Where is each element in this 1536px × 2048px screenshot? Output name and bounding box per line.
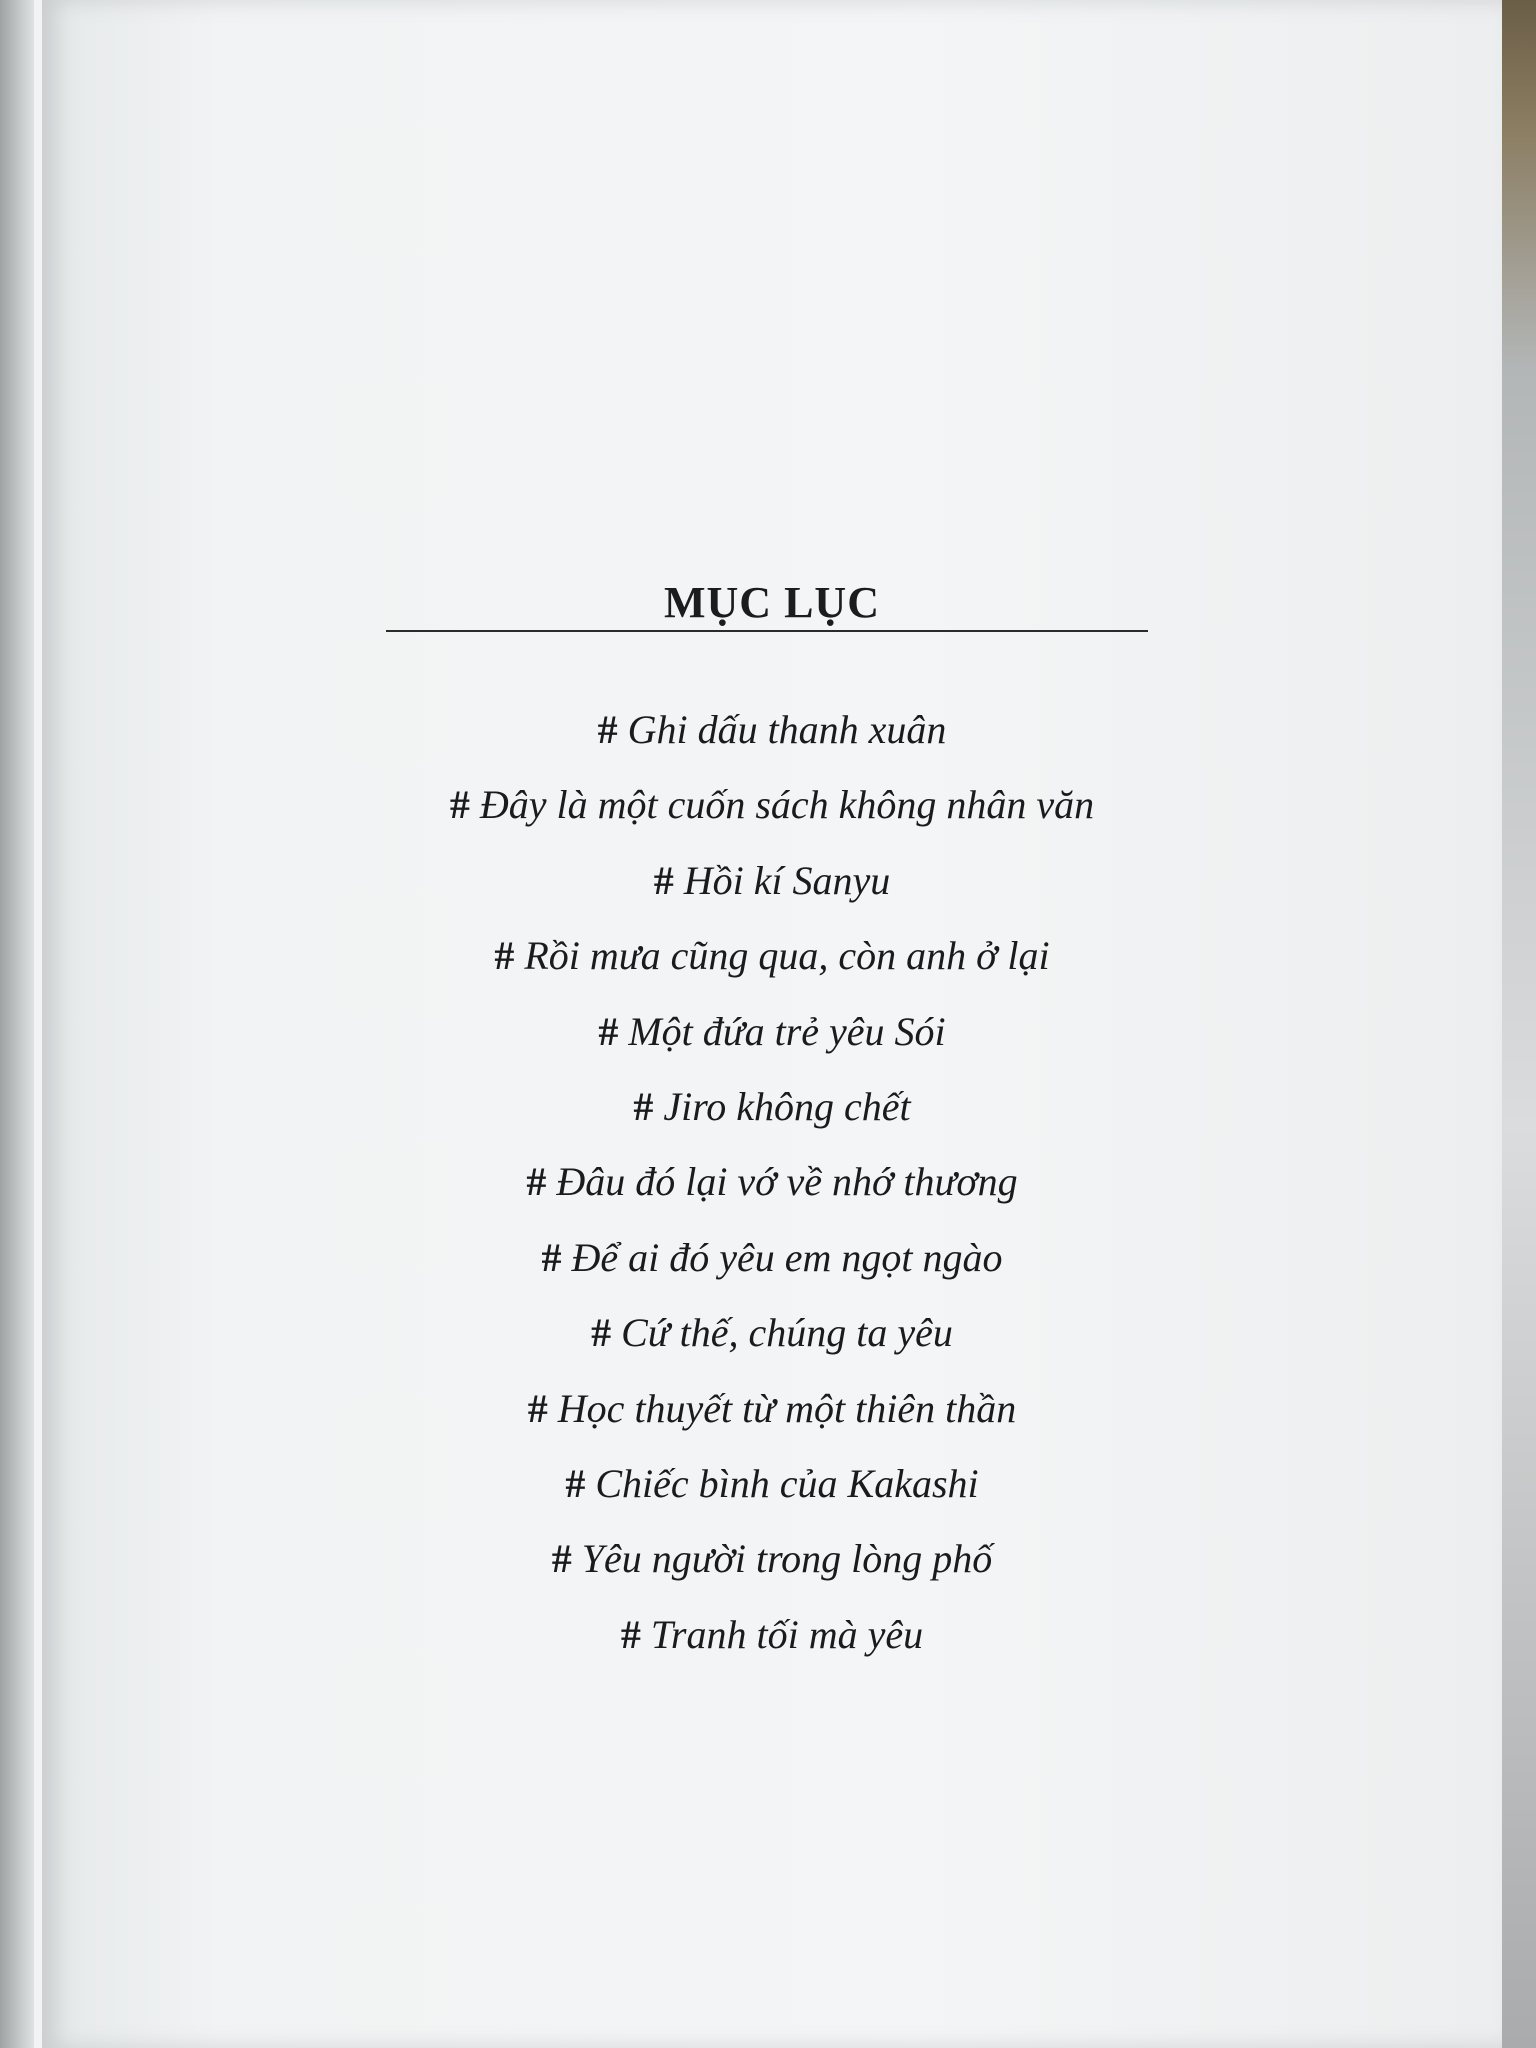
hash-marker: # [598,1008,619,1054]
hash-marker: # [449,782,470,828]
toc-entry [42,1150,1502,1225]
toc-entry-title: Một đứa trẻ yêu Sói [628,1008,946,1054]
toc-entry-title: Tranh tối mà yêu [650,1611,924,1657]
toc-entry [42,1452,1502,1527]
toc-entry-title: Hồi kí Sanyu [683,857,891,903]
page-edge [34,0,42,2048]
toc-entry-title: Đây là một cuốn sách không nhân văn [479,782,1095,828]
toc-entry-title: Rồi mưa cũng qua, còn anh ở lại [524,933,1050,979]
toc-entry [42,1377,1502,1452]
toc-entry [42,698,1502,773]
toc-entry [42,1527,1502,1602]
toc-entry [42,773,1502,848]
toc-entry [42,1075,1502,1150]
toc-entry-title: Chiếc bình của Kakashi [595,1460,979,1506]
hash-marker: # [526,1159,547,1205]
hash-marker: # [591,1310,612,1356]
toc-entry [42,1000,1502,1075]
toc-entry [42,849,1502,924]
toc-list [42,698,1502,1678]
toc-entry-title: Cứ thế, chúng ta yêu [621,1310,953,1356]
toc-entry [42,924,1502,999]
toc-entry [42,1301,1502,1376]
hash-marker: # [620,1611,641,1657]
title-underline [386,630,1148,632]
toc-entry [42,1603,1502,1678]
hash-marker: # [565,1460,586,1506]
toc-entry-title: Đâu đó lại vớ về nhớ thương [556,1159,1018,1205]
toc-entry-title: Học thuyết từ một thiên thần [557,1385,1017,1431]
toc-entry [42,1226,1502,1301]
hash-marker: # [494,933,515,979]
toc-entry-title: Jiro không chết [663,1083,911,1129]
background-strip [1502,0,1536,2048]
toc-entry-title: Ghi dấu thanh xuân [627,707,947,752]
book-page [42,0,1502,2048]
hash-marker: # [541,1234,562,1280]
hash-marker: # [527,1385,548,1431]
hash-marker: # [551,1536,572,1582]
book-spine-shadow [0,0,34,2048]
toc-entry-title: Để ai đó yêu em ngọt ngào [571,1234,1003,1280]
hash-marker: # [653,857,674,903]
hash-marker: # [633,1083,654,1129]
hash-marker: # [597,707,618,752]
toc-title: MỤC LỤC [664,578,880,628]
toc-entry-title: Yêu người trong lòng phố [581,1536,993,1582]
